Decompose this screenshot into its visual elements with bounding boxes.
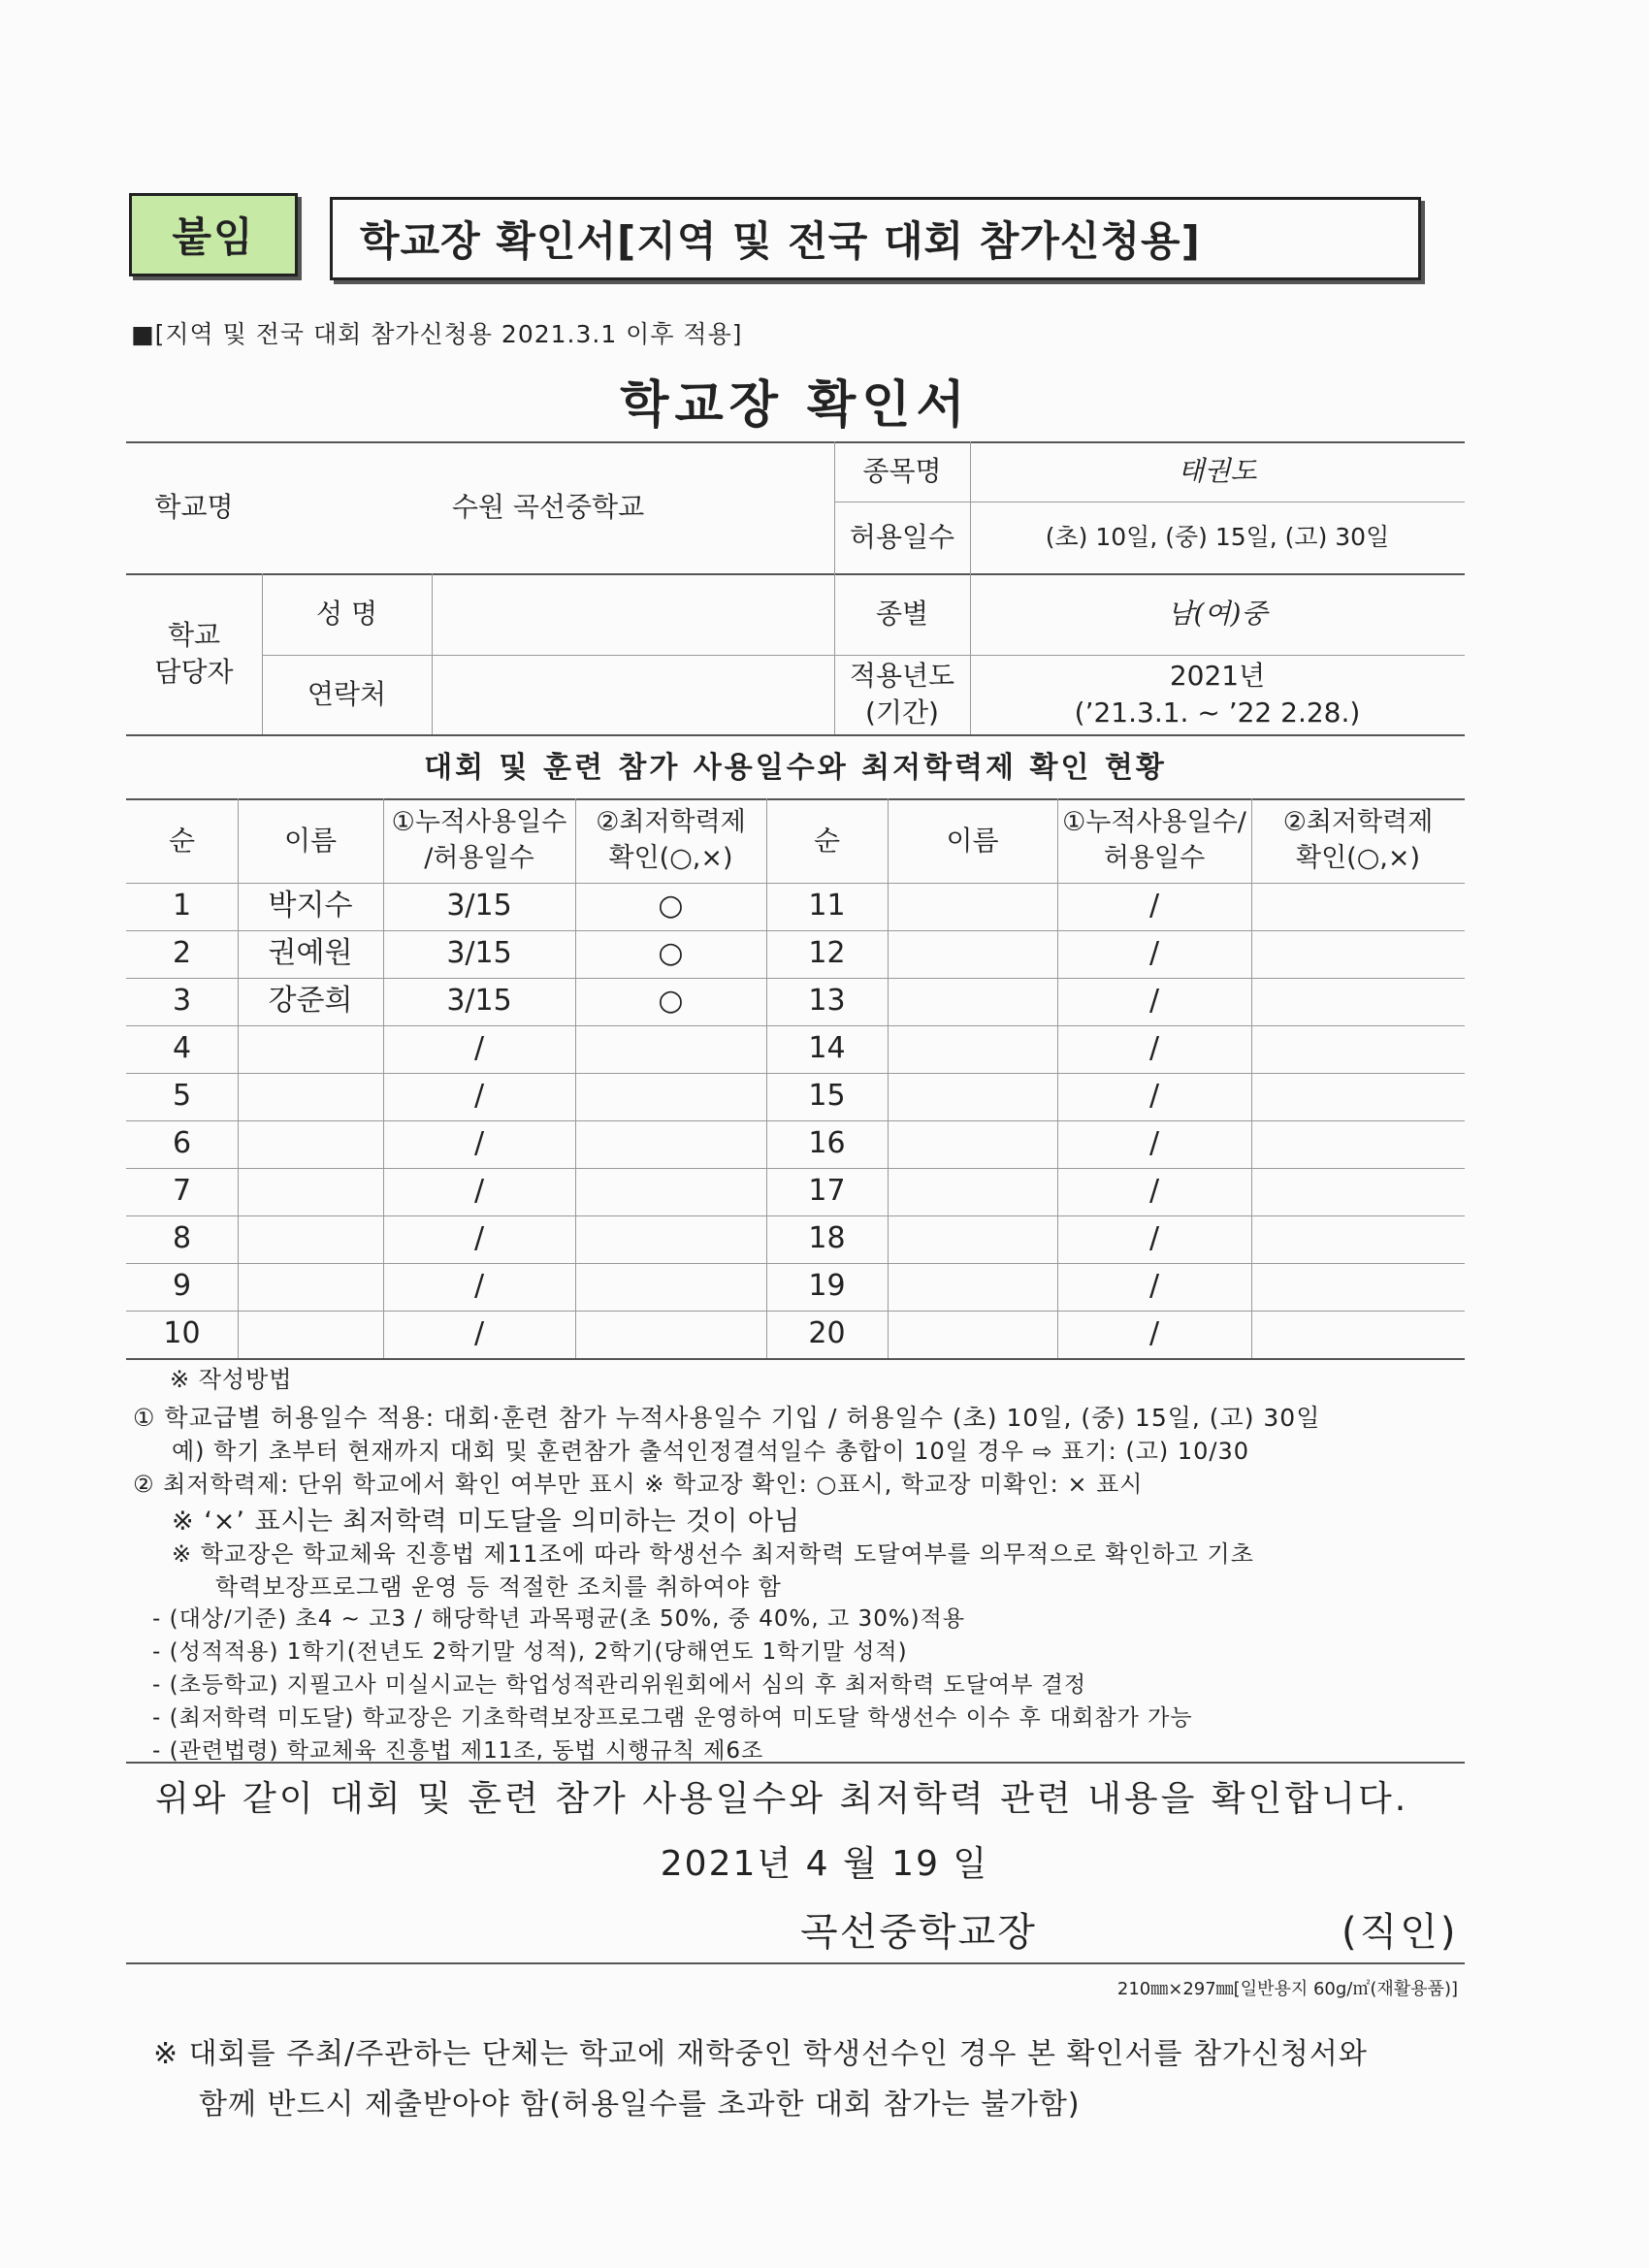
used-allowed-days: / [1148, 1174, 1160, 1209]
used-allowed-days: / [1148, 1221, 1160, 1256]
row-number: 10 [163, 1316, 201, 1351]
used-allowed-days: / [1148, 1031, 1160, 1066]
academic-check [1251, 1073, 1465, 1120]
instruction-line: ※ 학교장은 학교체육 진흥법 제11조에 따라 학생선수 최저학력 도달여부를 의무적으로 확인하고 기초 [172, 1540, 1254, 1568]
staff-label-line2: 담당자 [154, 656, 234, 688]
student-name [238, 1168, 383, 1215]
row-number: 13 [808, 984, 846, 1019]
table-row [0, 1120, 1649, 1168]
table-row [0, 1025, 1649, 1073]
instruction-line: ② 최저학력제: 단위 학교에서 확인 여부만 표시 ※ 학교장 확인: ○표시, 학교장 미확인: × 표시 [133, 1471, 1144, 1498]
academic-check [1251, 1263, 1465, 1311]
scope-note: ■[지역 및 전국 대회 참가신청용 2021.3.1 이후 적용] [131, 320, 743, 348]
staff-contact-label: 연락처 [307, 678, 387, 711]
row-number: 19 [808, 1269, 846, 1304]
academic-check: ○ [658, 936, 684, 971]
table-row [0, 1311, 1649, 1358]
academic-check [575, 1025, 766, 1073]
instruction-line: 예) 학기 초부터 현재까지 대회 및 훈련참가 출석인정결석일수 총합이 10일 경우 ⇨ 표기: (고) 10/30 [172, 1438, 1250, 1465]
header-no-right: 순 [813, 824, 841, 857]
student-name [238, 1025, 383, 1073]
year-label-line1: 적용년도 [849, 660, 955, 693]
used-allowed-days: / [473, 1126, 485, 1161]
paper-spec: 210㎜×297㎜[일반용지 60g/㎡(재활용품)] [1116, 1979, 1458, 1999]
row-number: 18 [808, 1221, 846, 1256]
category-value: 남(여)중 [1167, 598, 1268, 631]
footer-note-line1: ※ 대회를 주최/주관하는 단체는 학교에 재학중인 학생선수인 경우 본 확인서를 참가신청서와 [153, 2037, 1368, 2071]
table-row [0, 1263, 1649, 1311]
table-row [0, 1168, 1649, 1215]
academic-check [1251, 1120, 1465, 1168]
instructions-heading: ※ 작성방법 [170, 1366, 293, 1393]
row-number: 20 [808, 1316, 846, 1351]
table-row [0, 978, 1649, 1025]
form-title-box: 학교장 확인서[지역 및 전국 대회 참가신청용] [330, 197, 1421, 280]
table-row [0, 1073, 1649, 1120]
year-label-line2: (기간) [865, 697, 939, 729]
instruction-line: 학력보장프로그램 운영 등 적절한 조치를 취하여야 함 [215, 1573, 782, 1601]
header-acad-left-line1: ②최저학력제 [596, 807, 746, 838]
row-number: 16 [808, 1126, 846, 1161]
header-acad-left [575, 798, 766, 883]
event-label: 종목명 [862, 455, 942, 488]
allowed-days-label: 허용일수 [849, 521, 955, 554]
staff-name-label: 성 명 [316, 598, 377, 631]
student-name [238, 1215, 383, 1263]
academic-check [575, 1263, 766, 1311]
student-name [888, 1311, 1057, 1358]
confirmation-sentence: 위와 같이 대회 및 훈련 참가 사용일수와 최저학력 관련 내용을 확인합니다. [155, 1779, 1409, 1819]
academic-check [1251, 883, 1465, 930]
used-allowed-days: / [1148, 984, 1160, 1019]
academic-check: ○ [658, 984, 684, 1019]
academic-check [575, 1168, 766, 1215]
academic-check [1251, 1025, 1465, 1073]
row-number: 5 [172, 1079, 192, 1114]
academic-check: ○ [658, 889, 684, 923]
school-name-label: 학교명 [154, 491, 234, 524]
used-allowed-days: / [1148, 1126, 1160, 1161]
row-number: 15 [808, 1079, 846, 1114]
academic-check [575, 1215, 766, 1263]
year-value-line2: (’21.3.1. ~ ’22 2.28.) [1074, 697, 1361, 729]
instruction-line: - (성적적용) 1학기(전년도 2학기말 성적), 2학기(당해연도 1학기말 성적) [152, 1639, 908, 1665]
instruction-line: ※ ‘×’ 표시는 최저학력 미도달을 의미하는 것이 아님 [172, 1507, 801, 1537]
used-allowed-days: 3/15 [446, 889, 512, 923]
attachment-badge: 붙임 [129, 193, 298, 276]
header-days-right [1057, 798, 1251, 883]
staff-name-value [432, 573, 834, 655]
student-name: 권예원 [268, 936, 353, 971]
row-number: 11 [808, 889, 846, 923]
year-value-line1: 2021년 [1169, 660, 1266, 693]
academic-check [1251, 1215, 1465, 1263]
row-number: 3 [172, 984, 192, 1019]
school-name-value: 수원 곡선중학교 [451, 491, 645, 524]
header-name-left: 이름 [283, 824, 338, 857]
used-allowed-days: / [473, 1031, 485, 1066]
student-name: 강준희 [268, 984, 353, 1019]
academic-check [575, 1073, 766, 1120]
used-allowed-days: 3/15 [446, 984, 512, 1019]
used-allowed-days: / [1148, 1316, 1160, 1351]
row-number: 4 [172, 1031, 192, 1066]
student-name [888, 930, 1057, 978]
header-days-right-line2: 허용일수 [1103, 842, 1206, 873]
used-allowed-days: 3/15 [446, 936, 512, 971]
document-title: 학교장 확인서 [620, 376, 971, 435]
instruction-line: - (대상/기준) 초4 ~ 고3 / 해당학년 과목평균(초 50%, 중 40%, 고 30%)적용 [152, 1606, 966, 1632]
header-no-left: 순 [168, 824, 196, 857]
signature-date: 2021년 4 월 19 일 [660, 1844, 989, 1884]
header-acad-right [1251, 798, 1465, 883]
student-name [888, 1168, 1057, 1215]
student-name [888, 1263, 1057, 1311]
row-number: 12 [808, 936, 846, 971]
footer-note-line2: 함께 반드시 제출받아야 함(허용일수를 초과한 대회 참가는 불가함) [199, 2088, 1081, 2122]
signer-title: 곡선중학교장 [800, 1910, 1037, 1955]
row-number: 2 [172, 936, 192, 971]
academic-check [1251, 930, 1465, 978]
student-name [888, 1215, 1057, 1263]
student-name [238, 1120, 383, 1168]
used-allowed-days: / [473, 1269, 485, 1304]
student-name [888, 1120, 1057, 1168]
category-label: 종별 [875, 598, 929, 631]
row-number: 8 [172, 1221, 192, 1256]
used-allowed-days: / [473, 1221, 485, 1256]
header-acad-right-line2: 확인(○,×) [1296, 842, 1420, 873]
used-allowed-days: / [1148, 1079, 1160, 1114]
student-name [888, 1025, 1057, 1073]
row-number: 9 [172, 1269, 192, 1304]
instruction-line: - (초등학교) 지필고사 미실시교는 학업성적관리위원회에서 심의 후 최저학력 도달여부 결정 [152, 1672, 1087, 1698]
event-value: 태권도 [1178, 455, 1257, 488]
year-value [970, 655, 1465, 734]
used-allowed-days: / [473, 1316, 485, 1351]
instruction-line: - (최저학력 미도달) 학교장은 기초학력보장프로그램 운영하여 미도달 학생선수 이수 후 대회참가 가능 [152, 1705, 1193, 1731]
header-name-right: 이름 [946, 824, 999, 857]
academic-check [575, 1120, 766, 1168]
row-number: 1 [172, 889, 192, 923]
table-row [0, 883, 1649, 930]
academic-check [575, 1311, 766, 1358]
staff-contact-value [432, 655, 834, 734]
header-days-right-line1: ①누적사용일수/ [1062, 807, 1246, 838]
usage-table-title: 대회 및 훈련 참가 사용일수와 최저학력제 확인 현황 [424, 751, 1167, 785]
academic-check [1251, 1311, 1465, 1358]
instruction-line: - (관련법령) 학교체육 진흥법 제11조, 동법 시행규칙 제6조 [152, 1738, 764, 1764]
row-number: 6 [172, 1126, 192, 1161]
used-allowed-days: / [473, 1174, 485, 1209]
row-number: 7 [172, 1174, 192, 1209]
student-name [888, 883, 1057, 930]
staff-label [126, 573, 262, 734]
header-acad-left-line2: 확인(○,×) [608, 842, 733, 873]
header-days-left-line2: /허용일수 [424, 842, 534, 873]
instruction-line: ① 학교급별 허용일수 적용: 대회·훈련 참가 누적사용일수 기입 / 허용일수 (초) 10일, (중) 15일, (고) 30일 [133, 1404, 1321, 1432]
student-name [888, 1073, 1057, 1120]
table-row [0, 930, 1649, 978]
student-name: 박지수 [268, 889, 353, 923]
row-number: 17 [808, 1174, 846, 1209]
official-seal-mark: (직인) [1342, 1910, 1459, 1955]
row-number: 14 [808, 1031, 846, 1066]
student-name [238, 1311, 383, 1358]
used-allowed-days: / [1148, 936, 1160, 971]
staff-label-line1: 학교 [167, 619, 221, 652]
allowed-days-value: (초) 10일, (중) 15일, (고) 30일 [1045, 523, 1390, 552]
header-acad-right-line1: ②최저학력제 [1282, 807, 1434, 838]
student-name [888, 978, 1057, 1025]
academic-check [1251, 978, 1465, 1025]
student-name [238, 1073, 383, 1120]
used-allowed-days: / [1148, 1269, 1160, 1304]
year-label [834, 655, 970, 734]
student-name [238, 1263, 383, 1311]
table-row [0, 1215, 1649, 1263]
used-allowed-days: / [1148, 889, 1160, 923]
header-days-left-line1: ①누적사용일수 [391, 807, 567, 838]
header-days-left [383, 798, 575, 883]
used-allowed-days: / [473, 1079, 485, 1114]
academic-check [1251, 1168, 1465, 1215]
